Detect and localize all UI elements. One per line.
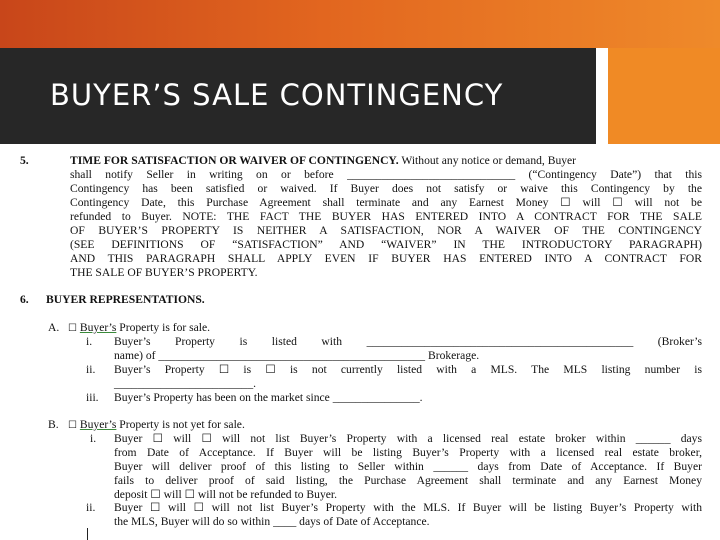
contract-document [0, 148, 720, 540]
item-number: iii. [86, 391, 99, 404]
orange-accent-box [608, 48, 720, 144]
checkbox-icon[interactable]: ☐ [68, 323, 77, 334]
text-cursor [87, 528, 88, 540]
section-5-number: 5. [20, 154, 29, 167]
subsection-a-title [68, 321, 210, 336]
buyers-underlined: Buyer’s [79, 418, 117, 431]
section-5-line: OF BUYER’S PROPERTY IS NEITHER A SATISFACTION, NOR A WAIVER OF THE CONTINGENCY [70, 224, 702, 237]
section-5-line: (SEE DEFINITIONS OF “SATISFACTION” AND “WAIVER” IN THE INTRODUCTORY PARAGRAPH) [70, 238, 702, 251]
checkbox-icon[interactable]: ☐ [68, 420, 77, 431]
item-line: fails to deliver proof of said listing, the Purchase Agreement shall terminate and any Earnest Money [114, 474, 702, 487]
item-line: Buyer’s Property ☐ is ☐ is not currently listed with a MLS. The MLS listing number is [114, 363, 702, 376]
subsection-b-label: B. [48, 418, 59, 431]
section-5-line: shall notify Seller in writing on or before _____________________________ (“Contingency Date”) that this [70, 168, 702, 181]
section-5-first-line [70, 154, 576, 168]
section-5-line: Contingency Date, this Purchase Agreement shall terminate and any Earnest Money ☐ will ☐ will not be [70, 196, 702, 209]
item-number: ii. [86, 501, 96, 514]
slide-title: BUYER’S SALE CONTINGENCY [50, 78, 504, 112]
section-5-heading: TIME FOR SATISFACTION OR WAIVER OF CONTINGENCY. [70, 154, 399, 167]
item-line: ________________________. [114, 377, 257, 390]
item-line: Buyer will deliver proof of this listing to Seller within ______ days from Date of Acceptance. If Buyer [114, 460, 702, 473]
item-line: name) of ______________________________________________ Brokerage. [114, 349, 480, 362]
item-line: Buyer’s Property is listed with ______________________________________________ (Broker’s [114, 335, 702, 348]
item-line: Buyer’s Property has been on the market since _______________. [114, 391, 423, 404]
item-line: deposit ☐ will ☐ will not be refunded to Buyer. [114, 488, 338, 501]
item-number: i. [90, 432, 97, 445]
subsection-a-text: Property is for sale. [116, 321, 211, 334]
subsection-a-label: A. [48, 321, 60, 334]
item-line: Buyer ☐ will ☐ will not list Buyer’s Property with a licensed real estate broker within ______ days [114, 432, 702, 445]
buyers-underlined: Buyer’s [79, 321, 117, 334]
section-5-line: AND THIS PARAGRAPH SHALL APPLY EVEN IF BUYER HAS ENTERED INTO A CONTRACT FOR [70, 252, 702, 265]
title-bar [0, 48, 596, 144]
section-6-number: 6. [20, 293, 29, 306]
item-line: from Date of Acceptance. If Buyer will be listing Buyer’s Property with a licensed real estate broker, [114, 446, 702, 459]
section-6-heading: BUYER REPRESENTATIONS. [46, 293, 205, 306]
item-number: i. [86, 335, 93, 348]
section-5-line: Without any notice or demand, Buyer [401, 154, 577, 167]
subsection-b-text: Property is not yet for sale. [116, 418, 245, 431]
item-number: ii. [86, 363, 96, 376]
item-line: Buyer ☐ will ☐ will not list Buyer’s Property with the MLS. If Buyer will be listing Buyer’s Property with [114, 501, 702, 514]
top-accent-band [0, 0, 720, 48]
section-5-line: Contingency has been satisfied or waived. If Buyer does not satisfy or waive this Contingency by the [70, 182, 702, 195]
title-separator [596, 48, 608, 144]
subsection-b-title [68, 418, 245, 433]
section-5-line: refunded to Buyer. NOTE: THE FACT THE BUYER HAS ENTERED INTO A CONTRACT FOR THE SALE [70, 210, 702, 223]
item-line: the MLS, Buyer will do so within ____ days of Date of Acceptance. [114, 515, 430, 528]
section-5-line: THE SALE OF BUYER’S PROPERTY. [70, 266, 258, 279]
